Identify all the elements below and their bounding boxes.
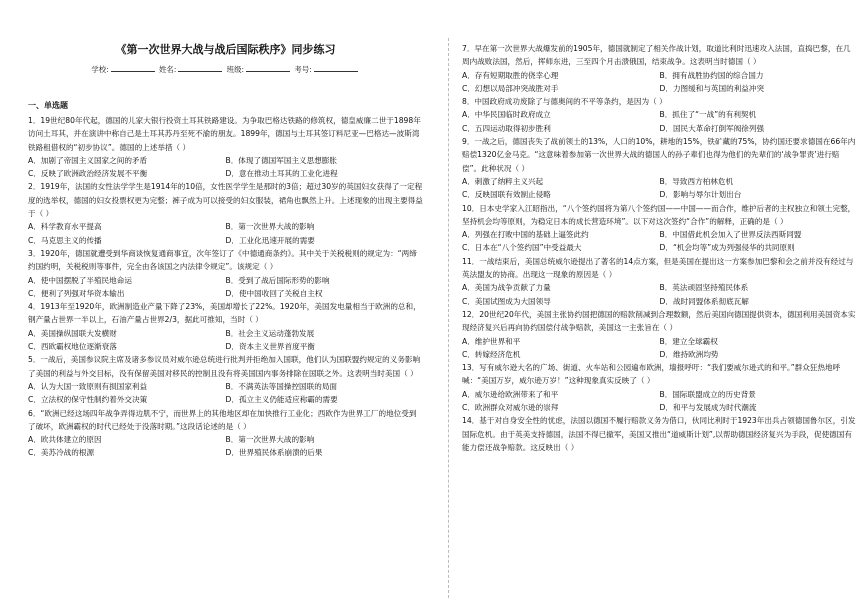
answer-option[interactable]: D．和平与发展成为时代潮流 [659, 403, 757, 413]
section-heading: 一、单选题 [28, 101, 68, 110]
answer-option[interactable]: D．影响与辱尔计划出台 [659, 190, 742, 200]
question-block [462, 202, 857, 255]
option-grid [462, 388, 857, 415]
answer-option[interactable]: D．孤立主义仍能适应称霸的需要 [225, 395, 338, 405]
answer-option[interactable]: C．美国试图成为大国领导 [462, 296, 551, 306]
question-stem: 1．19世纪80年代起，德国的儿家大银行投资土耳其铁路建设。为争取巴格达铁路的修筑权，德皇威廉二世于1898年访问土耳其，并在演讲中称自己是土耳其苏丹至死不渝的朋友。1899年，德国与土耳其签订料尼亚—巴格达—波斯湾铁路租借权的“初步协议”。德国的上述举措（ ） [28, 116, 421, 152]
answer-option[interactable]: A．维护世界和平 [462, 336, 521, 346]
info-blank[interactable] [314, 63, 358, 72]
question-stem: 8．中国政府成功废除了与德奥间的不平等条约，是因为（ ） [462, 97, 667, 107]
question-block [28, 114, 423, 180]
answer-option[interactable]: C．反映国联有效制止侵略 [462, 190, 551, 200]
question-stem: 9．一战之后，德国丧失了战前领土的13%，人口的10%，耕地的15%，铁矿藏的75%，协约国还要求德国在66年内赔偿1320亿金马克。“这意味着参加第一次世界大战的德国人的孙子辈们也得为他们的先辈们的‘战争罪责’进行赔偿”。此种状况（ ） [462, 137, 856, 173]
info-label: 班级: [226, 65, 244, 74]
answer-option[interactable]: B．抓住了“一战”的有利契机 [659, 110, 757, 120]
answer-option[interactable]: C．欧洲群众对威尔逊的崇拜 [462, 403, 559, 413]
answer-option[interactable]: C．转嫁经济危机 [462, 349, 521, 359]
left-column [28, 114, 423, 460]
question-block [462, 95, 857, 135]
answer-option[interactable]: C．幻想以局部冲突战胜对手 [462, 83, 559, 93]
info-blank[interactable] [246, 63, 290, 72]
answer-option[interactable]: A．使中国摆脱了半殖民地命运 [28, 275, 132, 285]
question-block [28, 247, 423, 300]
answer-option[interactable]: C．日本在“八个签约国”中受益最大 [462, 243, 582, 253]
answer-option[interactable]: A．欧共体建立的原因 [28, 435, 102, 445]
answer-option[interactable]: D．力图缓和与英国的利益冲突 [659, 83, 765, 93]
question-block [28, 407, 423, 460]
question-block [462, 308, 857, 361]
right-column [462, 42, 857, 454]
question-block [28, 300, 423, 353]
option-grid [462, 335, 857, 362]
answer-option[interactable]: D．资本主义世界首度平衡 [225, 342, 315, 352]
answer-option[interactable]: A．加剧了帝国主义国家之间的矛盾 [28, 155, 148, 165]
answer-option[interactable]: C．反映了欧洲政治经济发展不平衡 [28, 169, 148, 179]
info-blank[interactable] [111, 63, 155, 72]
answer-option[interactable]: A．中华民国临时政府成立 [462, 110, 551, 120]
question-stem: 6．“欧洲已经这场四年战争弄得边肌不宁，而世界上的其他地区却在加快推行工业化；西欧作为世界工厂的地位受到了破坏，欧洲霸权的时代已经处于没落时期。”这段话论述的是（ ） [28, 408, 417, 431]
answer-option[interactable]: A．列强在打败中国的基础上逼签此约 [462, 230, 589, 240]
answer-option[interactable]: B．英法顽固坚持殖民体系 [659, 283, 749, 293]
question-block [462, 42, 857, 95]
answer-option[interactable]: D．意在推动土耳其的工业化进程 [225, 169, 338, 179]
answer-option[interactable]: B．第一次世界大战的影响 [225, 435, 315, 445]
question-block [462, 255, 857, 308]
option-grid [28, 220, 423, 247]
info-label: 学校: [91, 65, 109, 74]
answer-option[interactable]: B．国际联盟成立的历史背景 [659, 389, 756, 399]
option-grid [28, 154, 423, 181]
answer-option[interactable]: D．国民大革命打倒军阀徐列强 [659, 123, 765, 133]
answer-option[interactable]: B．体现了德国军国主义思想膨胀 [225, 155, 338, 165]
answer-option[interactable]: A．认为大国一致原则有损国家利益 [28, 381, 148, 391]
question-stem: 2．1919年，法国的女性法学学生是1914年的10倍，女性医学学生是那时的3倍；超过30岁的英国妇女获得了一定程度的选举权，德国的妇女投票权更为完整；裤子成为可以接受的妇女服装，裙角也飘然上升。上述现象的出现主要得益于（ ） [28, 182, 423, 219]
answer-option[interactable]: C．便利了列强对华资本输出 [28, 288, 125, 298]
answer-option[interactable]: C．立法权的保守性制约着外交决策 [28, 395, 148, 405]
answer-option[interactable]: D．世界殖民体系崩溃的后果 [225, 448, 323, 458]
answer-option[interactable]: D．使中国收回了关税自主权 [225, 288, 323, 298]
option-grid [462, 228, 857, 255]
answer-option[interactable]: D．维持欧洲均势 [659, 349, 719, 359]
answer-option[interactable]: A．威尔逊给欧洲带来了和平 [462, 389, 559, 399]
answer-option[interactable]: C．马克思主义的传播 [28, 235, 102, 245]
question-block [28, 180, 423, 246]
answer-option[interactable]: C．五四运动取得初步胜利 [462, 123, 551, 133]
answer-option[interactable]: B．第一次世界大战的影响 [225, 222, 315, 232]
answer-option[interactable]: D．“机会均等”成为列强侵华的共同原则 [659, 243, 795, 253]
answer-option[interactable]: A．科学教育水平提高 [28, 222, 102, 232]
option-grid [28, 274, 423, 301]
question-block [28, 353, 423, 406]
info-label: 考号: [294, 65, 312, 74]
answer-option[interactable]: D．战时同盟体系彻底瓦解 [659, 296, 749, 306]
column-divider [448, 38, 449, 598]
page-title: 《第一次世界大战与战后国际秩序》同步练习 [115, 43, 336, 56]
question-block [462, 361, 857, 414]
answer-option[interactable]: B．拥有战胜协约国的综合国力 [659, 70, 764, 80]
answer-option[interactable]: A．刺激了纳粹主义兴起 [462, 176, 544, 186]
option-grid [462, 69, 857, 96]
question-stem: 14．基于对自身安全性的忧虑，法国以德国不履行赔款义务为借口，伙同比利时于1923年出兵占领德国鲁尔区，引发国际危机。由于英美支持德国，法国不得已撤军，美国又推出“道威斯计划”,以帮助德国经济复兴为手段，促使德国有能力偿还战争赔款。这反映出（ ） [462, 416, 856, 452]
answer-option[interactable]: D．工业化迅速开展的需要 [225, 235, 315, 245]
answer-option[interactable]: B．受到了战后国际形势的影响 [225, 275, 330, 285]
question-stem: 11．一战结束后，美国总统威尔逊提出了著名的14点方案，但是美国在提出这一方案参加巴黎和会之前并没有经过与英法盟友的协商。出现这一现象的原因是（ ） [462, 256, 854, 280]
answer-option[interactable]: A．美国为战争贡献了力量 [462, 283, 551, 293]
answer-option[interactable]: B．社会主义运动蓬勃发展 [225, 328, 315, 338]
option-grid [462, 108, 857, 135]
answer-option[interactable]: C．西欧霸权地位逐渐衰落 [28, 342, 117, 352]
option-grid [462, 281, 857, 308]
answer-option[interactable]: A．美国操纵国联大发横财 [28, 328, 117, 338]
option-grid [462, 175, 857, 202]
option-grid [28, 327, 423, 354]
student-info-line [28, 63, 423, 75]
question-stem: 3．1920年，德国就遭受到华商谈恢复通商事宜，次年签订了《中德通商条约》。其中关于关税税则的规定为：“两缔约国约明，关税税则等事件，完全由各该国之内法律令规定”。该规定（ ） [28, 248, 417, 272]
question-stem: 13．写有威尔逊大名的广场、街道、火车站和公园遍布欧洲，墙报呼吁：“我们要威尔逊式的和平。”群众狂热地呼喊：“美国万岁，威尔逊万岁！”这种现象真实反映了（ ） [462, 363, 841, 386]
info-label: 姓名: [159, 65, 177, 74]
question-stem: 12．20世纪20年代，美国主张协约国把德国的赔款削减到合理数额，然后美国向德国提供资本，德国利用美国资本实现经济复兴后再向协约国偿付战争赔款，美国这一主张旨在（ ） [462, 309, 856, 333]
answer-option[interactable]: B．中国借此机会加入了世界反法西斯同盟 [659, 230, 802, 240]
info-blank[interactable] [178, 63, 222, 72]
question-block [462, 135, 857, 201]
answer-option[interactable]: A．存有短期取胜的侥幸心理 [462, 70, 559, 80]
question-stem: 7．早在第一次世界大战爆发前的1905年，德国就制定了相关作战计划，取道比利时迅速攻入法国，直捣巴黎，在几周内战败法国，然后，挥师东进，三至四个月击溃俄国，结束战争。这表明当时德国（ ） [462, 44, 851, 67]
option-grid [28, 380, 423, 407]
answer-option[interactable]: C．美苏冷战的根源 [28, 448, 95, 458]
question-stem: 10．日本史学家入江昭指出，“八个签约国将为第八个签约国——中国——而合作，维护后者的主权独立和领土完整，坚持机会均等原则，为稳定日本的成长营造环境”。以下对这次签约“合作”的解释，正确的是（ ） [462, 203, 856, 226]
question-block [462, 414, 857, 454]
answer-option[interactable]: B．建立全球霸权 [659, 336, 718, 346]
option-grid [28, 433, 423, 460]
answer-option[interactable]: B．不满英法等国操控国联的局面 [225, 381, 338, 391]
question-stem: 5．一战后，美国参议院主席及诸多参议员对威尔逊总统进行批判并拒绝加入国联，他们认为国联盟约规定的义务影响了美国的利益与外交目标，没有保留美国对移民的控制且没有将美国国内事务排除在国联之外。这表明当时美国（ ） [28, 355, 421, 378]
answer-option[interactable]: B．导致西方柏林危机 [659, 176, 734, 186]
question-stem: 4．1913年至1920年，欧洲制造业产量下降了23%，美国却增长了22%。1920年，美国发电量相当于欧洲的总和，钢产量占世界一半以上，石油产量占世界2/3，据此可推知，当时（ ） [28, 302, 421, 325]
